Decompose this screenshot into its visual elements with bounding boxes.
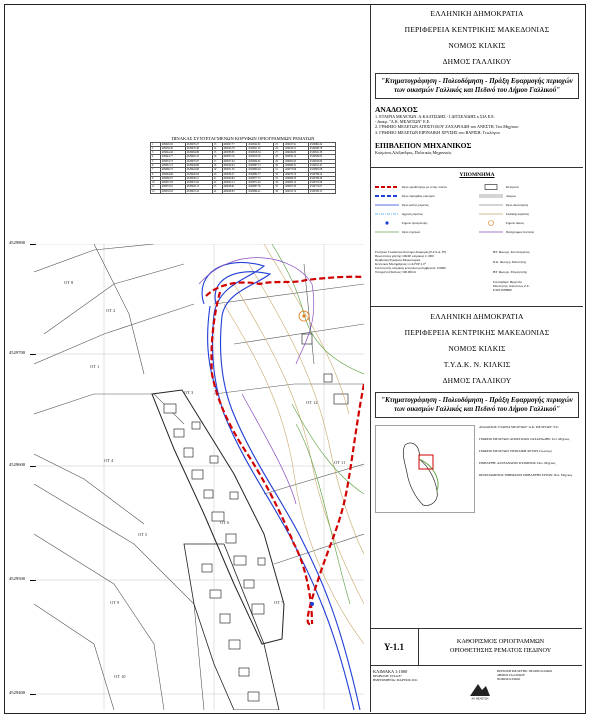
header-line: ΕΛΛΗΝΙΚΗ ΔΗΜΟΚΡΑΤΙΑ <box>430 312 524 322</box>
stream-delimitation-line <box>206 277 364 624</box>
sheet-title-strip <box>370 628 582 713</box>
coordinates-cell: 4529867.36 <box>247 185 274 189</box>
coordinates-cell: 4529862.24 <box>308 142 335 146</box>
coordinates-cell: 409073.96 <box>284 168 309 172</box>
block-label: ΟΤ 5 <box>138 532 148 537</box>
legend-item: Ορίο τεχνικού <box>402 229 421 234</box>
y-axis-label: 4529800 <box>9 240 26 245</box>
coordinates-cell: 24 <box>212 189 222 193</box>
legend-item: Όριο κοίτης ρέματος <box>402 202 429 207</box>
coordinates-cell: 10 <box>151 181 161 185</box>
y-axis-label: 4529700 <box>9 350 26 355</box>
header-line: ΠΕΡΙΦΕΡΕΙΑ ΚΕΝΤΡΙΚΗΣ ΜΑΚΕΔΟΝΙΑΣ <box>404 25 550 34</box>
coordinates-cell: 4529904.81 <box>247 159 274 163</box>
date-text: ΗΜΕΡΟΜΗΝΙΑ: ΜΑΡΤΙΟΣ 2011 <box>373 678 418 682</box>
signature-field: Η/Γ Φωτογρ. Επιμετρητής <box>493 270 527 275</box>
coordinates-table <box>150 136 336 194</box>
coordinates-cell: 409044.77 <box>160 155 185 159</box>
coordinates-cell: 15 <box>212 151 222 155</box>
coordinates-cell: 16 <box>212 155 222 159</box>
coordinates-cell: 409031.30 <box>222 168 247 172</box>
coordinates-cell: 4529805.08 <box>308 168 335 172</box>
coordinates-cell: 1 <box>151 142 161 146</box>
coordinates-cell: 409046.91 <box>222 185 247 189</box>
coordinates-cell: 4529944.68 <box>185 168 212 172</box>
project-title-secondary: "Κτηματογράφηση - Πολεοδόμηση - Πράξη Εφαρμογής περιοχών των οικισμών Γαλλικός και Πεδινό του Δήμου Γαλλικού" <box>375 392 579 418</box>
coordinates-cell: 409058.40 <box>160 146 185 150</box>
block-label: ΟΤ 12 <box>306 400 318 405</box>
legend-item: Περίγραμμα πλατείας <box>506 229 534 234</box>
block-label: ΟΤ 4 <box>104 458 114 463</box>
coordinates-cell: 12 <box>151 189 161 193</box>
projection-note: Πρόβλεψη Εγκάρσια Μερκατορική <box>375 258 421 263</box>
inflow-point-icon <box>310 602 314 606</box>
sheet-code: Υ-1.1 <box>370 629 419 665</box>
header-authority <box>371 6 583 70</box>
coordinates-cell: 28 <box>274 155 284 159</box>
coordinates-cell: 409043.51 <box>284 146 309 150</box>
coordinates-cell: 409027.04 <box>222 159 247 163</box>
coordinates-cell: 30 <box>274 163 284 167</box>
coordinates-cell: 4529877.15 <box>247 176 274 180</box>
contractor-heading: ΑΝΑΔΟΧΟΣ <box>375 105 418 114</box>
legend-item: Σημείο ύψους <box>479 218 579 227</box>
divider <box>371 167 583 168</box>
signature-field: Η/Γ Φωτογρ. Συντεταγμένες <box>493 250 530 255</box>
coordinates-cell: 409057.83 <box>160 181 185 185</box>
divider <box>371 306 583 307</box>
projection-note: Ελληνικό Γεωδαιτικό Σύστημα Αναφοράς (Ε.Γ.Σ.Α. 87) <box>375 250 447 255</box>
coordinates-cell: 4529949.86 <box>185 163 212 167</box>
study-area <box>494 666 582 713</box>
title-block-panel <box>370 4 583 712</box>
sheet-title-line: ΚΑΘΟΡΙΣΜΟΣ ΟΡΙΟΓΡΑΜΜΩΝ <box>456 638 545 645</box>
height-point-icon <box>302 314 305 317</box>
header-line: ΕΛΛΗΝΙΚΗ ΔΗΜΟΚΡΑΤΙΑ <box>430 9 524 18</box>
legend-item: Όριο ιδιοκτησίας <box>506 202 529 207</box>
coordinates-cell: 409061.15 <box>160 163 185 167</box>
coordinates-cell: 4529962.10 <box>185 155 212 159</box>
coordinates-cell: 409050.93 <box>160 189 185 193</box>
coordinates-cell: 409062.05 <box>284 159 309 163</box>
coordinates-cell: 21 <box>212 176 222 180</box>
revision-text: ΠΡΟΒΟΛΗ: ΕΓΣΑ 87 <box>373 674 402 678</box>
coordinates-cell: 409036.27 <box>222 172 247 176</box>
coordinates-cell: 8 <box>151 172 161 176</box>
boundary-line <box>199 258 314 504</box>
block-label: ΟΤ 11 <box>334 460 346 465</box>
coordinates-cell: 26 <box>274 146 284 150</box>
coordinates-cell: 409043.15 <box>222 181 247 185</box>
block-label: ΟΤ 2 <box>106 308 116 313</box>
signature-field: Μελετητής: Απόστολος Ζ.Ζ. <box>493 284 530 289</box>
coordinates-cell: 32 <box>274 172 284 176</box>
coordinates-cell: 409029.43 <box>222 163 247 167</box>
coordinates-row <box>151 189 336 193</box>
block-label: ΟΤ 10 <box>114 674 126 679</box>
coordinates-cell: 4529955.07 <box>185 159 212 163</box>
coordinates-table-caption: ΠΙΝΑΚΑΣ ΣΥΝΤΕΤΑΓΜΕΝΩΝ ΚΟΡΥΦΩΝ ΟΡΙΟΓΡΑΜΜΩΝ ΡΕΜΑΤΩΝ <box>171 136 315 141</box>
location-inset-map <box>375 425 475 518</box>
coordinates-cell: 4529918.34 <box>247 151 274 155</box>
projection-note: Συντελεστής κλίμακας κεντρικού μεσημβρινού: 0,9996 <box>375 266 446 271</box>
coordinates-cell: 409047.77 <box>222 142 247 146</box>
location-section <box>371 421 583 522</box>
block-label: ΟΤ 8 <box>64 280 74 285</box>
coordinates-cell: 35 <box>274 185 284 189</box>
block-label: ΟΤ 1 <box>90 364 100 369</box>
coordinates-cell: 409102.74 <box>284 189 309 193</box>
coordinates-cell: 20 <box>212 172 222 176</box>
sidebar-entry: ΑΝΑΔΟΧΟΣ: ΕΤΑΙΡΙΑ ΜΕΛΕΤΩΝ "Α.Κ. ΜΕΛΕΤΩΝ" Ε.Ε. <box>479 425 559 430</box>
coordinates-cell: 409038.85 <box>222 151 247 155</box>
coordinates-cell: 23 <box>212 185 222 189</box>
map-canvas <box>34 244 364 710</box>
coordinates-cell: 25 <box>274 142 284 146</box>
supervisor-name: Κυσμίνος Αλέξανδρος, Πολιτικός Μηχανικός <box>375 149 452 155</box>
coordinates-cell: 409020.02 <box>160 142 185 146</box>
coordinates-cell: 409093.12 <box>284 181 309 185</box>
coordinates-cell: 409048.63 <box>222 189 247 193</box>
sheet-title <box>419 629 582 665</box>
coordinates-cell: 409068.31 <box>284 163 309 167</box>
legend-item: Όριο παρόχθιας οικισμού <box>402 193 435 198</box>
coordinates-cell: 4529970.48 <box>185 146 212 150</box>
coordinates-cell: 4529931.92 <box>185 181 212 185</box>
coordinates-cell: 4529841.30 <box>308 151 335 155</box>
coordinates-cell: 409060.97 <box>160 176 185 180</box>
coordinates-cell: 4529928.13 <box>185 185 212 189</box>
coordinates-cell: 19 <box>212 168 222 172</box>
block-label: ΟΤ 6 <box>220 520 230 525</box>
coordinates-cell: 4 <box>151 155 161 159</box>
sidebar-entry: ΠΡΟΙΣΤΑΜΕΝΟΣ ΤΜΗΜΑΤΟΣ ΕΠΙΒΛΕΨΗΣ ΕΡΓΩΝ: Πολ. Μηχ/κος <box>479 473 573 478</box>
area-line: ΔΗΜΟΣ ΓΑΛΛΙΚΟΥ <box>497 673 525 677</box>
coordinates-cell: 4529964.86 <box>185 151 212 155</box>
area-line: ΠΕΡΙΟΧΗ ΜΕΛΕΤΗΣ: ΠΕΔΙΝΟ ΚΙΛΚΙΣ <box>497 669 553 673</box>
y-axis-label: 4529600 <box>9 462 26 467</box>
coordinates-cell: 409044.46 <box>160 151 185 155</box>
header-line: ΝΟΜΟΣ ΚΙΛΚΙΣ <box>448 41 506 50</box>
scale-text: ΚΛΙΜΑΚΑ 1:1000 <box>373 669 408 674</box>
legend-item: Κτίσματα <box>479 182 579 191</box>
header-line: ΔΗΜΟΣ ΓΑΛΛΙΚΟΥ <box>442 57 512 66</box>
coordinates-cell: 409079.70 <box>284 172 309 176</box>
coordinates-cell: 4529936.21 <box>185 176 212 180</box>
company-logo <box>466 666 494 713</box>
contractor-line: 1. ΕΤΑΙΡΙΑ ΜΕΛΕΤΩΝ: Α.ΚΑΛΤΣΙΔΗΣ - Ι.ΔΙΤΣΕΛΙΔΗΣ κ ΣΙΑ Ε.Ε. <box>375 114 495 119</box>
notes-area <box>371 236 583 292</box>
coordinates-cell: 409053.81 <box>160 185 185 189</box>
coordinates-cell: 409064.86 <box>160 172 185 176</box>
logo-text: ΑΚ ΜΕΛΕΤΩΝ <box>471 697 489 700</box>
projection-note: Πρωτότυπος χάρτης: ΟΚΧΕ κλίμακας 1:1000 <box>375 254 434 259</box>
coordinates-cell: 4529871.92 <box>247 181 274 185</box>
coordinates-cell: 4529976.27 <box>185 142 212 146</box>
coordinates-cell: 36 <box>274 189 284 193</box>
contractor-line: - διακρ. "Α.Κ. ΜΕΛΕΤΩΝ" Ε.Ε. <box>375 119 431 125</box>
header-line: ΠΕΡΙΦΕΡΕΙΑ ΚΕΝΤΡΙΚΗΣ ΜΑΚΕΔΟΝΙΑΣ <box>404 328 550 338</box>
coordinates-cell: 11 <box>151 185 161 189</box>
coordinates-cell: 4529829.03 <box>308 155 335 159</box>
coordinates-cell: 7 <box>151 168 161 172</box>
coordinates-cell: 9 <box>151 176 161 180</box>
coordinates-cell: 4529781.90 <box>308 181 335 185</box>
coordinates-cell: 4529897.13 <box>247 163 274 167</box>
y-axis-label: 4529400 <box>9 690 26 695</box>
contractor-line: 3. ΓΡΑΦΕΙΟ ΜΕΛΕΤΩΝ ΕΙΡΙΝΑΙΚΗ ΧΡΥΣΗΣ του ΒΑΡΙΣΗ, Γεωλόγου <box>375 129 500 135</box>
coordinates-cell: 409045.76 <box>222 146 247 150</box>
contractor-line: 2. ΓΡΑΦΕΙΟ ΜΕΛΕΤΩΝ ΑΠΟΣΤΟΛΟΥ ΖΑΧΑΡΙΑΔΗ του ΑΝΕΣΤΗ, Τοπ.Μηχ/κου <box>375 124 519 130</box>
coordinates-cell: 4529848.78 <box>308 146 335 150</box>
coordinates-cell: 31 <box>274 168 284 172</box>
coordinates-cell: 33 <box>274 176 284 180</box>
signature-field: ΕΛΕΓΧΘΗΚΕ <box>493 288 513 293</box>
coordinates-cell: 18 <box>212 163 222 167</box>
coordinates-cell: 409053.73 <box>160 159 185 163</box>
sheet-title-line: ΟΡΙΟΘΕΤΗΣΗΣ ΡΕΜΑΤΟΣ ΠΕΔΙΝΟΥ <box>449 647 552 654</box>
coordinates-cell: 4529818.84 <box>308 159 335 163</box>
project-title: "Κτηματογράφηση - Πολεοδόμηση - Πράξη Εφαρμογής περιοχών των οικισμών Γαλλικός και Πεδινό του Δήμου Γαλλικού" <box>375 73 579 99</box>
coordinates-cell: 4529910.29 <box>247 155 274 159</box>
coordinates-cell: 27 <box>274 151 284 155</box>
coordinates-cell: 409040.84 <box>222 176 247 180</box>
sidebar-entry: ΕΠΙΒΛΕΨΗ: ΑΛΕΞΑΝΔΡΟΣ ΚΥΣΜΙΝΟΣ, Πολ. Μηχ/κος <box>479 461 556 466</box>
coordinates-cell: 5 <box>151 159 161 163</box>
cadastral-map[interactable] <box>34 244 364 710</box>
coordinates-cell: 34 <box>274 181 284 185</box>
coordinates-grid <box>150 142 336 195</box>
header-line: ΝΟΜΟΣ ΚΙΛΚΙΣ <box>448 344 506 354</box>
area-line: ΝΟΜΟΣ ΚΙΛΚΙΣ <box>497 677 521 681</box>
coordinates-cell: 409097.33 <box>284 185 309 189</box>
coordinates-cell: 13 <box>212 142 222 146</box>
vegetation-lines <box>272 244 364 604</box>
city-block-outline <box>184 544 279 710</box>
coordinates-cell: 14 <box>212 146 222 150</box>
sidebar-entry: ΓΡΑΦΕΙΟ ΜΕΛΕΤΩΝ: ΕΙΡΙΝΑΙΚΗ ΧΡΥΣΗ, Γεωλόγος <box>479 449 552 454</box>
legend-item: Σημείο προσρέυσης <box>375 218 475 227</box>
legend-heading: ΥΠΟΜΝΗΜΑ <box>459 172 495 179</box>
coordinates-cell: 2 <box>151 146 161 150</box>
block-label: ΟΤ 3 <box>184 390 194 395</box>
coordinates-cell: 4529796.52 <box>308 172 335 176</box>
coordinates-cell: 22 <box>212 181 222 185</box>
supervisor-heading: ΕΠΙΒΛΕΠΟΝ ΜΗΧΑΝΙΚΟΣ <box>375 140 472 150</box>
projection-note: Τεταγμένη Πλάτους: 500.000 m <box>375 270 416 275</box>
legend <box>371 178 583 236</box>
coordinates-cell: 4529940.04 <box>185 172 212 176</box>
legend-item: Άξονας ρέματος <box>402 211 423 216</box>
coordinates-cell: 409066.72 <box>160 168 185 172</box>
coordinates-cell: 6 <box>151 163 161 167</box>
y-axis-label: 4529500 <box>9 576 26 581</box>
coordinates-cell: 409047.91 <box>284 142 309 146</box>
coordinates-cell: 4529890.40 <box>247 168 274 172</box>
projection-note: Κεντρικός Μεσημβρινός: λ=24°00' ή 0° <box>375 262 427 267</box>
coordinates-cell: 409049.82 <box>284 151 309 155</box>
stream-channel <box>202 262 360 710</box>
coordinates-cell: 4529766.15 <box>308 189 335 193</box>
block-label: ΟΤ 9 <box>110 600 120 605</box>
header-line: Τ.Υ.Δ.Κ. Ν. ΚΙΛΚΙΣ <box>443 360 511 370</box>
signature-field: Συντάχθηκε: Ημερ/νία <box>493 280 522 285</box>
sidebar-entry: ΓΡΑΦΕΙΟ ΜΕΛΕΤΩΝ: ΑΠΟΣΤΟΛΟΣ ΖΑΧΑΡΙΑΔΗΣ, Τοπ. Μηχ/κος <box>479 437 570 442</box>
coordinates-cell: 17 <box>212 159 222 163</box>
signature-field: Π.Κ. Φωτογρ. Μελετητής <box>493 260 527 265</box>
coordinates-cell: 4529921.45 <box>247 146 274 150</box>
coordinates-cell: 4529812.47 <box>308 163 335 167</box>
header-authority-secondary <box>371 309 583 389</box>
coordinates-cell: 409033.16 <box>222 155 247 159</box>
coordinates-cell: 409059.12 <box>284 155 309 159</box>
coordinates-cell: 4529882.77 <box>247 172 274 176</box>
coordinates-cell: 4529774.07 <box>308 185 335 189</box>
header-line: ΔΗΜΟΣ ΓΑΛΛΙΚΟΥ <box>442 376 512 386</box>
legend-item: Ισοϋψής καμπύλη <box>506 211 530 216</box>
coordinates-cell: 4529864.41 <box>247 189 274 193</box>
legend-item: Δρόμος <box>506 193 516 198</box>
coordinates-cell: 3 <box>151 151 161 155</box>
coordinates-cell: 4529925.24 <box>185 189 212 193</box>
coordinates-cell: 4529922.61 <box>247 142 274 146</box>
legend-item: Όριο οριοθέτησης με ιστόρ. πλάτος <box>402 184 448 189</box>
coordinates-cell: 29 <box>274 159 284 163</box>
coordinates-cell: 4529788.28 <box>308 176 335 180</box>
coordinates-cell: 409086.33 <box>284 176 309 180</box>
block-label: ΟΤ 7 <box>274 600 284 605</box>
